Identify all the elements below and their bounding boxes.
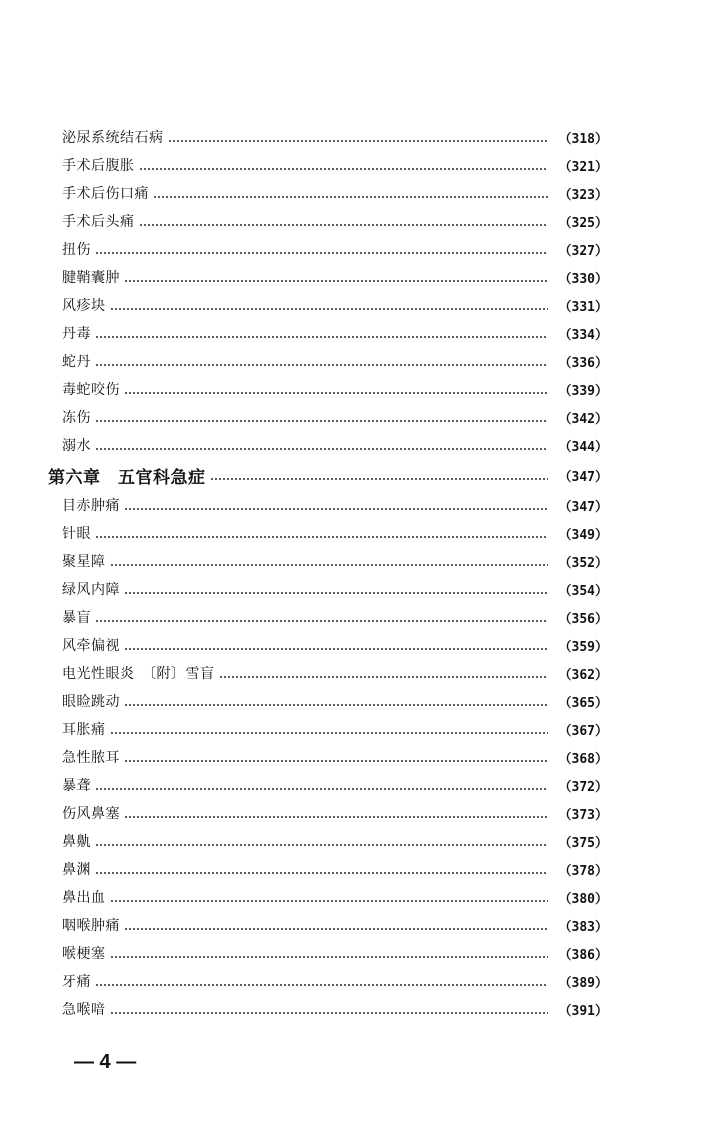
dot-leader [124,592,548,594]
toc-entry [62,434,608,456]
dot-leader [110,564,549,566]
toc-entry-title: 咽喉肿痛 [62,918,120,934]
toc-entry-title: 暴聋 [62,778,91,794]
toc-entry-page: （352） [558,555,608,571]
toc-entry-page: （325） [558,215,608,231]
dot-leader [124,392,548,394]
dot-leader [124,928,548,930]
toc-entry-title: 风疹块 [62,298,106,314]
dot-leader [110,900,549,902]
dot-leader [110,956,549,958]
dot-leader [139,224,549,226]
dot-leader [95,336,548,338]
dot-leader [95,420,548,422]
dot-leader [124,816,548,818]
toc-entry [62,322,608,344]
toc-entry-title: 牙痛 [62,974,91,990]
toc-entry-title: 手术后伤口痛 [62,186,149,202]
toc-entry-page: （391） [558,1003,608,1019]
toc-entry-title: 鼻鼽 [62,834,91,850]
toc-entry-title: 手术后头痛 [62,214,135,230]
toc-entry-title: 溺水 [62,438,91,454]
dot-leader [95,448,548,450]
page-number: — 4 — [74,1051,137,1073]
toc-entry-page: （373） [558,807,608,823]
toc-entry [62,210,608,232]
toc-entry-page: （347） [558,469,608,485]
toc-entry-page: （334） [558,327,608,343]
toc-entry [62,886,608,908]
toc-entry [62,914,608,936]
dot-leader [95,252,548,254]
toc-entry-title: 第六章 五官科急症 [48,467,206,488]
toc-entry-page: （318） [558,131,608,147]
toc-entry [62,238,608,260]
toc-chapter-heading [48,464,608,486]
toc-entry-page: （367） [558,723,608,739]
dot-leader [124,280,548,282]
toc-entry-title: 耳胀痛 [62,722,106,738]
toc-entry-page: （349） [558,527,608,543]
toc-entry-page: （383） [558,919,608,935]
toc-entry-title: 风牵偏视 [62,638,120,654]
toc-entry-page: （339） [558,383,608,399]
toc-entry-page: （342） [558,411,608,427]
toc-entry-title: 泌尿系统结石病 [62,130,164,146]
toc-entry-title: 手术后腹胀 [62,158,135,174]
toc-entry [62,378,608,400]
toc-entry [62,182,608,204]
dot-leader [124,760,548,762]
toc-entry-page: （354） [558,583,608,599]
dot-leader [110,732,549,734]
toc-entry [62,774,608,796]
toc-entry-title: 腱鞘囊肿 [62,270,120,286]
toc-entry-page: （356） [558,611,608,627]
toc-entry [62,294,608,316]
toc-entry-title: 伤风鼻塞 [62,806,120,822]
toc-entry-page: （378） [558,863,608,879]
dot-leader [95,788,548,790]
toc-entry [62,830,608,852]
toc-entry-title: 丹毒 [62,326,91,342]
dot-leader [153,196,548,198]
toc-entry-title: 鼻出血 [62,890,106,906]
dot-leader [124,508,548,510]
toc-entry-title: 针眼 [62,526,91,542]
toc-entry [62,746,608,768]
dot-leader [210,478,549,480]
toc-entry [62,970,608,992]
toc-entry-page: （372） [558,779,608,795]
dot-leader [95,536,548,538]
toc-entry [62,578,608,600]
toc-entry-page: （359） [558,639,608,655]
dot-leader [95,984,548,986]
toc-entry-title: 喉梗塞 [62,946,106,962]
toc-entry-title: 暴盲 [62,610,91,626]
toc-entry-title: 鼻渊 [62,862,91,878]
toc-entry [62,942,608,964]
toc-entry-title: 毒蛇咬伤 [62,382,120,398]
toc-entry [62,550,608,572]
toc-entry [62,406,608,428]
toc-entry-title: 眼睑跳动 [62,694,120,710]
dot-leader [139,168,549,170]
toc-entry-page: （375） [558,835,608,851]
toc-entry-title: 蛇丹 [62,354,91,370]
dot-leader [124,648,548,650]
toc-entry-page: （330） [558,271,608,287]
toc-entry-title: 目赤肿痛 [62,498,120,514]
toc-entry [62,662,608,684]
toc-entry-page: （386） [558,947,608,963]
toc-entry-page: （321） [558,159,608,175]
toc-entry [62,522,608,544]
toc-entry-title: 冻伤 [62,410,91,426]
toc-entry-page: （347） [558,499,608,515]
toc-entry-title: 电光性眼炎 〔附〕雪盲 [62,666,215,682]
dot-leader [219,676,549,678]
dot-leader [110,308,549,310]
toc-entry [62,154,608,176]
toc-entry-page: （336） [558,355,608,371]
dot-leader [110,1012,549,1014]
toc-entry [62,634,608,656]
toc-entry [62,494,608,516]
dot-leader [95,844,548,846]
toc-entry [62,802,608,824]
toc-entry-page: （365） [558,695,608,711]
toc-entry [62,606,608,628]
toc-entry [62,858,608,880]
toc-entry [62,690,608,712]
toc-entry-title: 聚星障 [62,554,106,570]
toc-entry-page: （362） [558,667,608,683]
dot-leader [95,620,548,622]
dot-leader [95,364,548,366]
toc-entry [62,718,608,740]
toc-entry-title: 扭伤 [62,242,91,258]
toc-entry-page: （389） [558,975,608,991]
toc-entry-page: （380） [558,891,608,907]
toc-entry [62,350,608,372]
dot-leader [95,872,548,874]
toc-entry-page: （368） [558,751,608,767]
toc-entry [62,126,608,148]
toc-entry-page: （344） [558,439,608,455]
toc-entry-page: （327） [558,243,608,259]
toc-entry-title: 绿风内障 [62,582,120,598]
toc-entry-title: 急性脓耳 [62,750,120,766]
toc-entry-page: （331） [558,299,608,315]
dot-leader [168,140,549,142]
toc-entry-page: （323） [558,187,608,203]
toc-entry-title: 急喉喑 [62,1002,106,1018]
dot-leader [124,704,548,706]
toc-entry [62,998,608,1020]
toc-entry [62,266,608,288]
